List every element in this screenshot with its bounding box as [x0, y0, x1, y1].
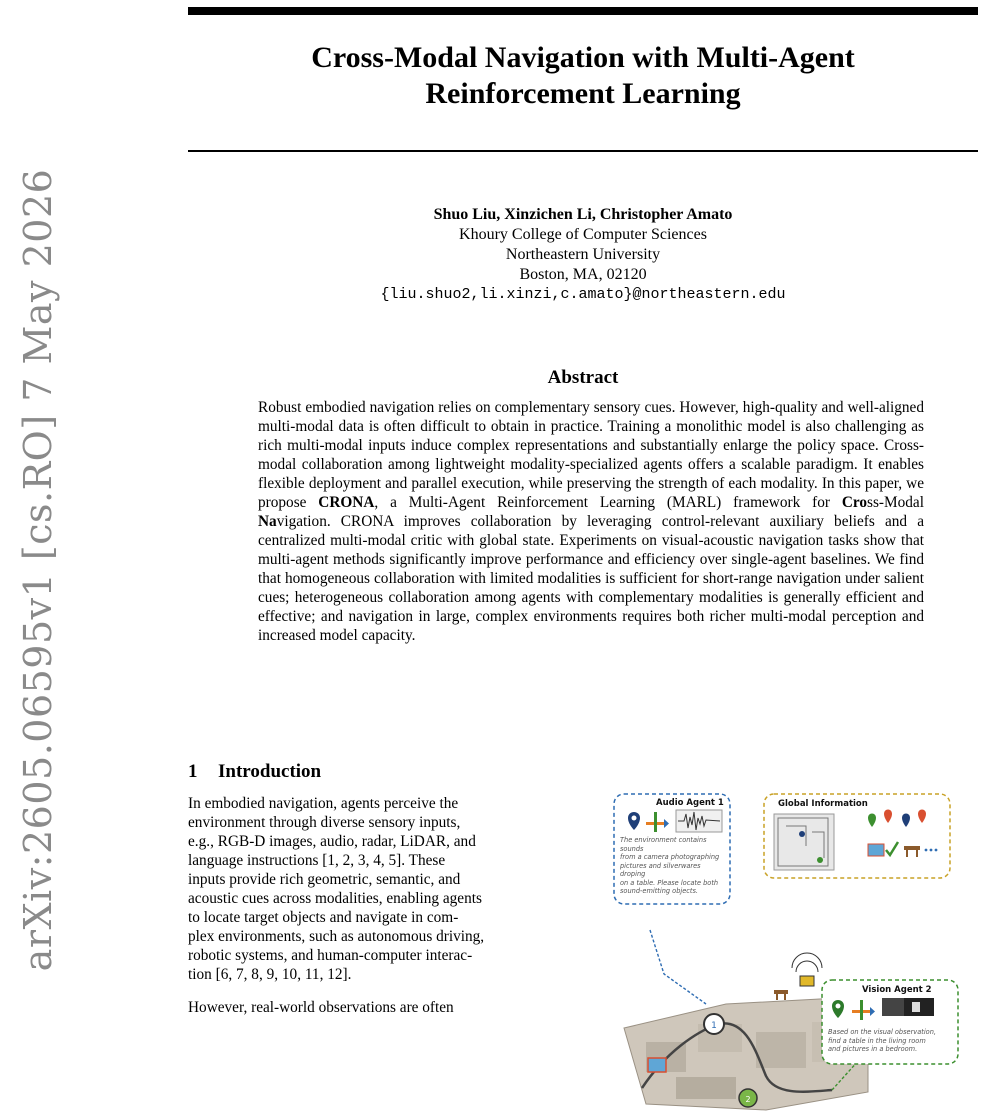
intro-line: acoustic cues across modalities, enabling agents: [188, 890, 482, 907]
agent-1-label: 1: [711, 1021, 717, 1031]
desc-line: on a table. Please locate both: [620, 878, 719, 887]
intro-paragraph-2: However, real-world observations are often: [188, 999, 454, 1016]
abstract-na-bold: Na: [258, 513, 277, 530]
abstract-crona-name: CRONA: [318, 494, 375, 511]
vision-agent-description: [828, 1028, 956, 1054]
arxiv-identifier: arXiv:2605.06595v1 [cs.RO] 7 May 2026: [16, 168, 60, 972]
abstract-body: [258, 398, 924, 645]
picture-icon: [648, 1058, 666, 1072]
title-top-rule: [188, 7, 978, 15]
introduction-text: [188, 794, 580, 1031]
abstract-cro-bold: Cro: [841, 494, 868, 511]
section-title: Introduction: [218, 761, 322, 782]
audio-agent-description: [620, 836, 728, 896]
author-names: Shuo Liu, Xinzichen Li, Christopher Amato: [433, 206, 733, 223]
desc-line: Based on the visual observation,: [828, 1028, 936, 1036]
title-bottom-rule: [188, 150, 978, 152]
global-map-icon: [774, 814, 834, 870]
intro-line: inputs provide rich geometric, semantic, and: [188, 871, 461, 888]
affiliation-university: Northeastern University: [505, 246, 661, 263]
author-block: [188, 205, 978, 305]
title-line-2: Reinforcement Learning: [425, 77, 741, 110]
map-room: [756, 1032, 806, 1068]
abstract-text-3: ss-Modal: [867, 494, 924, 511]
overview-figure: [606, 792, 962, 1112]
paper-title: [188, 40, 978, 112]
desc-line: from a camera photographing: [620, 853, 720, 861]
intro-line: environment through diverse sensory inputs,: [188, 814, 461, 831]
intro-line: robotic systems, and human-computer interac-: [188, 947, 473, 964]
abstract-heading: Abstract: [547, 367, 619, 388]
title-line-1: Cross-Modal Navigation with Multi-Agent: [311, 41, 855, 74]
abstract-text-2: , a Multi-Agent Reinforcement Learning (MARL) framework for: [374, 494, 842, 511]
intro-line: plex environments, such as autonomous driving,: [188, 928, 485, 945]
abstract-text-1: Robust embodied navigation relies on complementary sensory cues. However, high-quality and well-aligned multi-modal data is often difficult to obtain in practice. Training a monolithic model is also challenging as rich multi-modal inputs induce complex representations and substantially enlarge the policy space. Cross-modal collaboration among lightweight modality-specialized agents offers a scalable paradigm. It enables flexible deployment and parallel execution, while preserving the strength of each modality. In this paper, we propose: [258, 399, 924, 511]
section-heading-introduction: [188, 761, 321, 783]
desc-line: pictures and silverwares droping: [620, 861, 701, 878]
affiliation-college: Khoury College of Computer Sciences: [459, 226, 707, 243]
arxiv-sidebar: [0, 0, 60, 1119]
desc-line: The environment contains sounds: [620, 836, 707, 853]
global-info-title: Global Information: [778, 799, 868, 809]
intro-line: e.g., RGB-D images, audio, radar, LiDAR, and: [188, 833, 476, 850]
map-room: [676, 1077, 736, 1099]
desc-line: and pictures in a bedroom.: [828, 1045, 918, 1053]
author-emails: {liu.shuo2,li.xinzi,c.amato}@northeastern.edu: [380, 286, 786, 303]
intro-line: In embodied navigation, agents perceive the: [188, 795, 459, 812]
desc-line: find a table in the living room: [828, 1036, 926, 1045]
audio-agent-title: Audio Agent 1: [656, 798, 724, 808]
camera-view-icon: [882, 998, 934, 1016]
speaker-icon: [792, 953, 822, 986]
intro-line: to locate target objects and navigate in com-: [188, 909, 459, 926]
audio-waveform-icon: [676, 810, 722, 832]
table-icon: [774, 990, 788, 1000]
section-number: 1: [188, 761, 198, 782]
desc-line: sound-emitting objects.: [620, 887, 699, 895]
vision-agent-title: Vision Agent 2: [862, 985, 932, 995]
abstract-text-4: vigation. CRONA improves collaboration by leveraging control-relevant auxiliary beliefs and a centralized multi-modal critic with global state. Experiments on visual-acoustic navigation tasks show that multi-agent methods significantly improve performance and efficiency over single-agent baselines. We find that homogeneous collaboration with limited modalities is sufficient for short-range navigation under salient cues; heterogeneous collaboration among agents with complementary modalities is generally efficient and effective; and navigation in large, complex environments requires both richer multi-modal perception and increased model capacity.: [258, 513, 924, 644]
connector-audio: [650, 930, 706, 1004]
intro-line: language instructions [1, 2, 3, 4, 5]. These: [188, 852, 446, 869]
affiliation-location: Boston, MA, 02120: [519, 266, 647, 283]
agent-2-label: 2: [745, 1095, 751, 1104]
intro-paragraph-1: [188, 794, 580, 984]
intro-line: tion [6, 7, 8, 9, 10, 11, 12].: [188, 966, 352, 983]
